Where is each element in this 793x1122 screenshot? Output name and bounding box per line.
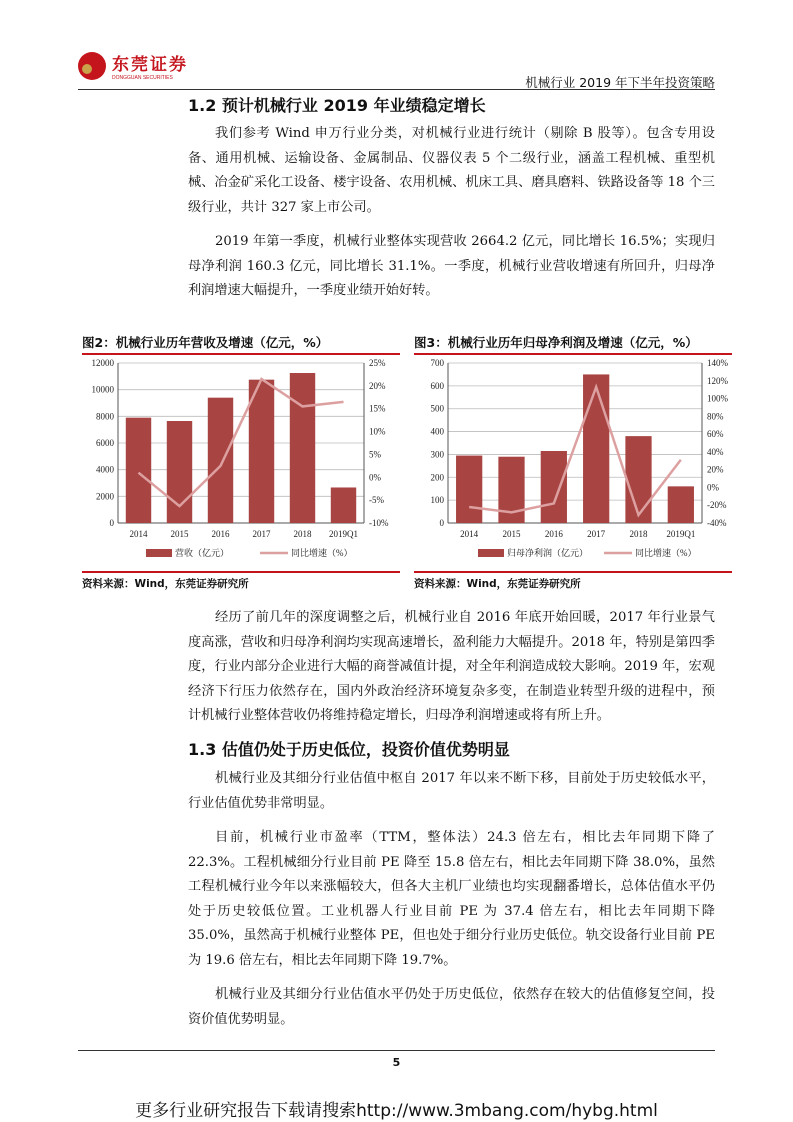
y2-tick-label: 25%: [369, 358, 386, 368]
y2-tick-label: -20%: [707, 500, 727, 511]
x-tick-label: 2019Q1: [666, 529, 696, 539]
y2-tick-label: -10%: [369, 518, 389, 528]
y-tick-label: 200: [430, 472, 444, 483]
footer-divider: [78, 1050, 715, 1051]
y2-tick-label: 20%: [707, 464, 724, 475]
logo-english: DONGGUAN SECURITIES: [112, 75, 173, 81]
x-tick-label: 2016: [211, 529, 230, 539]
y2-tick-label: 5%: [369, 449, 381, 460]
legend-bar-swatch: [146, 549, 172, 557]
x-tick-label: 2017: [587, 529, 606, 539]
paragraph: 机械行业及其细分行业估值中枢自 2017 年以来不断下移，目前处于历史较低水平，行业估值优势非常明显。: [188, 771, 715, 811]
bar: [167, 421, 192, 523]
bar: [625, 436, 651, 523]
chart-net-profit-plot: [414, 355, 732, 567]
bar: [541, 451, 567, 523]
section-heading-1-2: 1.2 预计机械行业 2019 年业绩稳定增长: [188, 96, 486, 115]
y-tick-label: 100: [430, 495, 444, 506]
x-tick-label: 2017: [252, 529, 271, 539]
paragraph: 经历了前几年的深度调整之后，机械行业自 2016 年底开始回暖，2017 年行业景气度高涨，营收和归母净利润均实现高速增长，盈利能力大幅提升。2018 年，特别是第四季度，行业内部分企业进行大幅的商誉减值计提，对全年利润造成较大影响。2019 年，宏观经济下行压力依然存在，国内外政治经济环境复杂多变，在制造业转型升级的进程中，预计机械行业整体营收仍将维持稳定增长，归母净利润增速或将有所上升。: [188, 610, 715, 723]
logo-name: 东莞证券: [112, 55, 188, 75]
y-tick-label: 4000: [96, 464, 114, 475]
bar: [290, 373, 315, 523]
y2-tick-label: 60%: [707, 429, 724, 440]
x-tick-label: 2018: [629, 529, 648, 539]
paragraph: 2019 年第一季度，机械行业整体实现营收 2664.2 亿元，同比增长 16.5%；实现归母净利润 160.3 亿元，同比增长 31.1%。一季度，机械行业营收增速有所回升，归母净利润增速大幅提升，一季度业绩开始好转。: [188, 234, 715, 298]
chart-revenue: [82, 333, 400, 591]
y2-tick-label: 10%: [369, 426, 386, 437]
bar: [331, 487, 356, 523]
page-number: 5: [392, 1056, 401, 1069]
y-tick-label: 12000: [91, 358, 114, 368]
promo-link[interactable]: 更多行业研究报告下载请搜索http://www.3mbang.com/hybg.html: [135, 1101, 658, 1121]
bar: [456, 456, 482, 523]
x-tick-label: 2018: [293, 529, 312, 539]
y2-tick-label: -5%: [369, 495, 384, 506]
x-tick-label: 2014: [460, 529, 479, 539]
y2-tick-label: 100%: [707, 393, 728, 404]
y2-tick-label: 80%: [707, 411, 724, 422]
y-tick-label: 700: [430, 358, 444, 368]
y-tick-label: 600: [430, 380, 444, 391]
y-tick-label: 8000: [96, 411, 114, 422]
y-tick-label: 500: [430, 403, 444, 414]
y-tick-label: 6000: [96, 438, 114, 448]
x-tick-label: 2015: [502, 529, 521, 539]
bar: [249, 380, 274, 523]
y2-tick-label: 40%: [707, 446, 724, 457]
bar: [126, 418, 151, 523]
legend-bar-swatch: [478, 549, 504, 557]
legend-label: 同比增速（%）: [635, 548, 697, 558]
y2-tick-label: 0%: [707, 482, 719, 493]
y-tick-label: 2000: [96, 491, 114, 502]
chart-source: 资料来源：Wind，东莞证券研究所: [414, 571, 732, 591]
paragraph: 我们参考 Wind 申万行业分类，对机械行业进行统计（剔除 B 股等）。包含专用设备、通用机械、运输设备、金属制品、仪器仪表 5 个二级行业，涵盖工程机械、重型机械、冶金矿采化工设备、楼宇设备、农用机械、机床工具、磨具磨料、铁路设备等 18 个三级行业，共计 327 家上市公司。: [188, 126, 715, 215]
x-tick-label: 2014: [129, 529, 148, 539]
paragraph: 目前，机械行业市盈率（TTM，整体法）24.3 倍左右，相比去年同期下降了 22.3%。工程机械细分行业目前 PE 降至 15.8 倍左右，相比去年同期下降 38.0%，虽然工程机械行业今年以来涨幅较大，但各大主机厂业绩也均实现翻番增长，总体估值水平仍处于历史较低位置。工业机器人行业目前 PE 为 37.4 倍左右，相比去年同期下降 35.0%，虽然高于机械行业整体 PE，但也处于细分行业历史低位。轨交设备行业目前 PE 为 19.6 倍左右，相比去年同期下降 19.7%。: [188, 830, 715, 968]
y2-tick-label: -40%: [707, 518, 727, 528]
legend-label: 归母净利润（亿元）: [507, 548, 589, 558]
x-tick-label: 2019Q1: [329, 529, 358, 539]
company-logo: [78, 50, 188, 81]
bar: [208, 398, 233, 523]
chart-source: 资料来源：Wind，东莞证券研究所: [82, 571, 400, 591]
bar: [668, 486, 694, 523]
y-tick-label: 400: [430, 426, 444, 437]
y-tick-label: 0: [439, 518, 444, 528]
x-tick-label: 2015: [170, 529, 189, 539]
y-tick-label: 10000: [91, 384, 114, 395]
logo-icon: [78, 52, 106, 80]
legend-label: 同比增速（%）: [291, 548, 353, 558]
y2-tick-label: 140%: [707, 358, 728, 368]
legend-label: 营收（亿元）: [175, 548, 230, 558]
y2-tick-label: 15%: [369, 403, 386, 414]
y2-tick-label: 0%: [369, 472, 381, 483]
header-title: 机械行业 2019 年下半年投资策略: [525, 75, 715, 90]
chart-title: 图2：机械行业历年营收及增速（亿元，%）: [82, 333, 400, 355]
chart-revenue-plot: [82, 355, 400, 567]
y2-tick-label: 20%: [369, 380, 386, 391]
paragraph: 机械行业及其细分行业估值水平仍处于历史低位，依然存在较大的估值修复空间，投资价值优势明显。: [188, 987, 715, 1027]
header-divider: [78, 89, 715, 90]
chart-title: 图3：机械行业历年归母净利润及增速（亿元，%）: [414, 333, 732, 355]
x-tick-label: 2016: [544, 529, 563, 539]
y2-tick-label: 120%: [707, 375, 728, 386]
bar: [583, 374, 609, 523]
chart-net-profit: [414, 333, 732, 591]
y-tick-label: 300: [430, 449, 444, 460]
section-heading-1-3: 1.3 估值仍处于历史低位，投资价值优势明显: [188, 740, 510, 759]
y-tick-label: 0: [109, 518, 114, 528]
